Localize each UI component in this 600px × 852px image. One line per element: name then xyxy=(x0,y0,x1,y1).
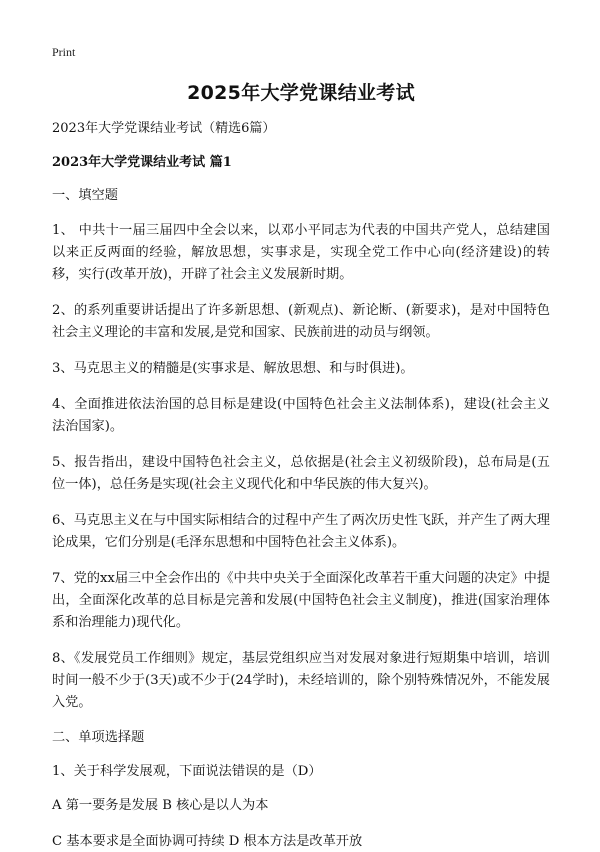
choice-options-ab: A 第一要务是发展 B 核心是以人为本 xyxy=(52,798,269,813)
fill-question-1: 1、 中共十一届三届四中全会以来，以邓小平同志为代表的中国共产党人，总结建国以来正反两面的经验，解放思想，实事求是，实现全党工作中心向(经济建设)的转移，实行(改革开放)，开辟了社会主义发展新时期。 xyxy=(52,223,550,282)
document-title: 2025年大学党课结业考试 xyxy=(187,82,415,104)
fill-question-2: 2、的系列重要讲话提出了许多新思想、(新观点)、新论断、(新要求)，是对中国特色社会主义理论的丰富和发展,是党和国家、民族前进的动员与纲领。 xyxy=(52,303,550,340)
print-link[interactable]: Print xyxy=(52,45,76,59)
fill-question-8: 8、《发展党员工作细则》规定，基层党组织应当对发展对象进行短期集中培训，培训时间一般不少于(3天)或不少于(24学时)，未经培训的，除个别特殊情况外，不能发展入党。 xyxy=(52,651,550,710)
fill-question-5: 5、报告指出，建设中国特色社会主义，总依据是(社会主义初级阶段)，总布局是(五位一体)，总任务是实现(社会主义现代化和中华民族的伟大复兴)。 xyxy=(52,455,550,492)
section-heading-single-choice: 二、单项选择题 xyxy=(52,730,145,745)
fill-question-7: 7、党的xx届三中全会作出的《中共中央关于全面深化改革若干重大问题的决定》中提出，全面深化改革的总目标是完善和发展(中国特色社会主义制度)，推进(国家治理体系和治理能力)现代化。 xyxy=(52,571,551,630)
article-heading: 2023年大学党课结业考试 篇1 xyxy=(52,155,232,170)
fill-question-4: 4、全面推进依法治国的总目标是建设(中国特色社会主义法制体系)，建设(社会主义法治国家)。 xyxy=(52,397,550,434)
fill-question-6: 6、马克思主义在与中国实际相结合的过程中产生了两次历史性飞跃，并产生了两大理论成果，它们分别是(毛泽东思想和中国特色社会主义体系)。 xyxy=(52,513,550,550)
choice-options-cd: C 基本要求是全面协调可持续 D 根本方法是改革开放 xyxy=(52,834,363,849)
fill-question-3: 3、马克思主义的精髓是(实事求是、解放思想、和与时俱进)。 xyxy=(52,361,414,376)
choice-question-1: 1、关于科学发展观，下面说法错误的是（D） xyxy=(52,764,322,779)
document-subtitle: 2023年大学党课结业考试（精选6篇） xyxy=(52,121,276,136)
section-heading-fill-in: 一、填空题 xyxy=(52,188,118,203)
